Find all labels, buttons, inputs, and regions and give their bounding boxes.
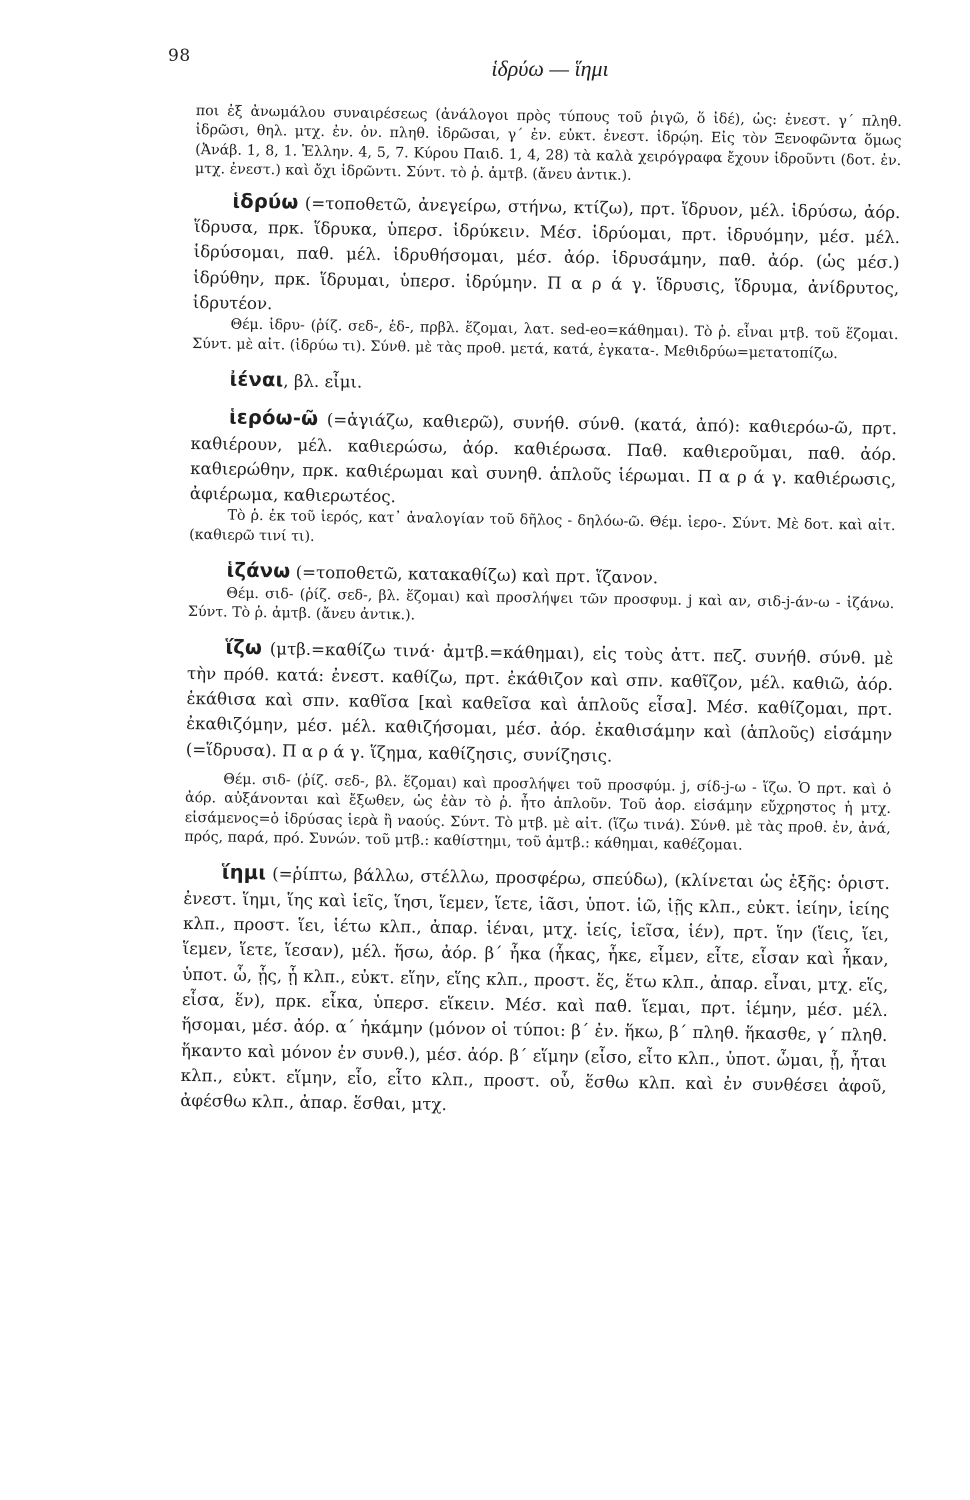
entry-text: (=τοποθετῶ, ἀνεγείρω, στήνω, κτίζω), πρτ. ἵδρυον, μέλ. ἱδρύσω, ἀόρ. ἵδρυσα, πρκ. ἵδρυκα, ὑπερσ. ἱδρύκειν. Μέσ. ἱδρύομαι, πρτ. ἱδρυόμην, μέσ. μέλ. ἱδρύσομαι, παθ. μέλ. ἱδρυθήσομαι, μέσ. ἀόρ. ἱδρυσάμην, παθ. ἀόρ. (ὡς μέσ.) ἱδρύθην, πρκ. ἵδρυμαι, ὑπερσ. ἱδρύμην. Π α ρ ά γ. ἵδρυσις, ἵδρυμα, ἀνίδρυτος, ἱδρυτέον. <box>192 193 901 314</box>
lemma: ἱζάνω <box>226 558 291 583</box>
entry-ieroo <box>190 404 898 517</box>
entry-text: (=τοποθετῶ, κατακαθίζω) καὶ πρτ. ἵζανον. <box>290 562 659 588</box>
entry-text: (=ἁγιάζω, καθιερῶ), συνήθ. σύνθ. (κατά, ἀπό): καθιερόω-ῶ, πρτ. καθιέρουν, μέλ. καθιερώσω, ἀόρ. καθιέρωσα. Παθ. καθιεροῦμαι, παθ. ἀόρ. καθιερώθην, πρκ. καθιέρωμαι καὶ συνηθ. ἁπλοῦς ἱέρωμαι. Π α ρ ά γ. καθιέρωσις, ἀφιέρωμα, καθιερωτέος. <box>189 410 898 507</box>
lemma: ἵημι <box>221 860 267 885</box>
page-number: 98 <box>168 46 191 66</box>
entry-izo <box>186 634 894 773</box>
entry-note: Θέμ. ἱδρυ- (ῥίζ. σεδ-, ἑδ-, πρβλ. ἕζομαι, λατ. sed-eo=κάθημαι). Τὸ ῥ. εἶναι μτβ. τοῦ ἕζομαι. Σύντ. μὲ αἰτ. (ἱδρύω τι). Σύνθ. μὲ τὰς προθ. μετά, κατά, ἐγκατα-. Μεθιδρύω=μετατοπίζω. <box>192 316 899 362</box>
running-head: ἱδρύω — ἵημι <box>491 56 609 81</box>
entry-note: Τὸ ῥ. ἐκ τοῦ ἱερός, κατ᾽ ἀναλογίαν τοῦ δῆλος - δηλόω-ῶ. Θέμ. ἱερο-. Σύντ. Μὲ δοτ. καὶ αἰτ. (καθιερῶ τινί τι). <box>189 507 896 545</box>
page-body <box>180 102 902 1124</box>
lemma: ἰέναι <box>229 367 284 392</box>
entry-note: Θέμ. σιδ- (ῥίζ. σεδ-, βλ. ἕζομαι) καὶ προσλήψει τοῦ προσφύμ. j, σίδ-j-ω - ἵζω. Ὁ πρτ. καὶ ὁ ἀόρ. αὐξάνονται καὶ ἔξωθεν, ὡς ἐὰν τὸ ῥ. ἦτο ἁπλοῦν. Τοῦ ἀορ. εἱσάμην εὔχρηστος ἡ μτχ. εἱσάμενος=ὁ ἱδρύσας ἱερὰ ἢ ναούς. Σύντ. Τὸ μτβ. μὲ αἰτ. (ἵζω τινά). Σύνθ. μὲ τὰς προθ. ἐν, ἀνά, πρός, παρά, πρό. Συνών. τοῦ μτβ.: καθίστημι, τοῦ ἀμτβ.: κάθημαι, καθέζομαι. <box>184 771 892 854</box>
entry-text: , βλ. εἶμι. <box>283 371 363 392</box>
continuation-note: ποι ἐξ ἀνωμάλου συναιρέσεως (ἀνάλογοι πρὸς τύπους τοῦ ῥιγῶ, ὅ ἰδέ), ὡς: ἐνεστ. γ΄ πληθ. ἱδρῶσι, θηλ. μτχ. ἐν. ὀν. πληθ. ἱδρῶσαι, γ΄ ἐν. εὐκτ. ἐνεστ. ἱδρῴη. Εἰς τὸν Ξενοφῶντα ὅμως (Ἀνάβ. 1, 8, 1. Ἑλλην. 4, 5, 7. Κύρου Παιδ. 1, 4, 28) τὰ καλὰ χειρόγραφα ἔχουν ἱδροῦντι (δοτ. ἐν. μτχ. ἐνεστ.) καὶ ὄχι ἱδρῶντι. Σύντ. τὸ ῥ. ἀμτβ. (ἄνευ ἀντικ.). <box>194 102 902 185</box>
entry-iemi <box>180 859 890 1124</box>
entry-idryo <box>193 188 901 327</box>
lemma: ἱερόω-ῶ <box>228 405 319 431</box>
lemma: ἵζω <box>225 635 263 660</box>
entry-text: (=ῥίπτω, βάλλω, στέλλω, προσφέρω, σπεύδω), (κλίνεται ὡς ἑξῆς: ὁριστ. ἐνεστ. ἵημι, ἵης καὶ ἱεῖς, ἵησι, ἵεμεν, ἵετε, ἱᾶσι, ὑποτ. ἱῶ, ἱῇς κλπ., εὐκτ. ἱείην, ἱείης κλπ., προστ. ἵει, ἱέτω κλπ., ἀπαρ. ἱέναι, μτχ. ἱείς, ἱεῖσα, ἱέν), πρτ. ἵην (ἵεις, ἵει, ἵεμεν, ἵετε, ἵεσαν), μέλ. ἥσω, ἀόρ. β΄ ἧκα (ἧκας, ἧκε, εἷμεν, εἷτε, εἷσαν καὶ ἧκαν, ὑποτ. ὧ, ᾗς, ᾗ κλπ., εὐκτ. εἵην, εἵης κλπ., προστ. ἕς, ἕτω κλπ., ἀπαρ. εἶναι, μτχ. εἵς, εἷσα, ἕν), πρκ. εἷκα, ὑπερσ. εἵκειν. Μέσ. καὶ παθ. ἵεμαι, πρτ. ἱέμην, μέσ. μέλ. ἥσομαι, μέσ. ἀόρ. α΄ ἡκάμην (μόνον οἱ τύποι: β΄ ἐν. ἥκω, β΄ πληθ. ἥκασθε, γ΄ πληθ. ἥκαντο καὶ μόνον ἐν συνθ.), μέσ. ἀόρ. β΄ εἵμην (εἷσο, εἷτο κλπ., ὑποτ. ὧμαι, ᾗ, ἧται κλπ., εὐκτ. εἵμην, εἷο, εἷτο κλπ., προστ. οὗ, ἕσθω κλπ. καὶ ἐν συνθέσει ἀφοῦ, ἀφέσθω κλπ., ἀπαρ. ἕσθαι, μτχ. <box>180 864 890 1115</box>
entry-note: Θέμ. σιδ- (ῥίζ. σεδ-, βλ. ἕζομαι) καὶ προσλήψει τῶν προσφυμ. j καὶ αν, σιδ-j-άν-ω - ἱζάνω. Σύντ. Τὸ ῥ. ἀμτβ. (ἄνευ ἀντικ.). <box>187 585 895 624</box>
entry-text: (μτβ.=καθίζω τινά· ἀμτβ.=κάθημαι), εἰς τοὺς ἀττ. πεζ. συνήθ. σύνθ. μὲ τὴν πρόθ. κατά: ἐνεστ. καθίζω, πρτ. ἐκάθιζον καὶ σπν. καθῖζον, μέλ. καθιῶ, ἀόρ. ἐκάθισα καὶ σπν. καθῖσα [καὶ καθεῖσα καὶ ἁπλοῦς εἷσα]. Μέσ. καθίζομαι, πρτ. ἐκαθιζόμην, μέσ. μέλ. καθιζήσομαι, μέσ. ἀόρ. ἐκαθισάμην καὶ (ἁπλοῦς) εἱσάμην (=ἵδρυσα). Π α ρ ά γ. ἵζημα, καθίζησις, συνίζησις. <box>185 639 894 766</box>
lemma: ἱδρύω <box>232 189 299 214</box>
